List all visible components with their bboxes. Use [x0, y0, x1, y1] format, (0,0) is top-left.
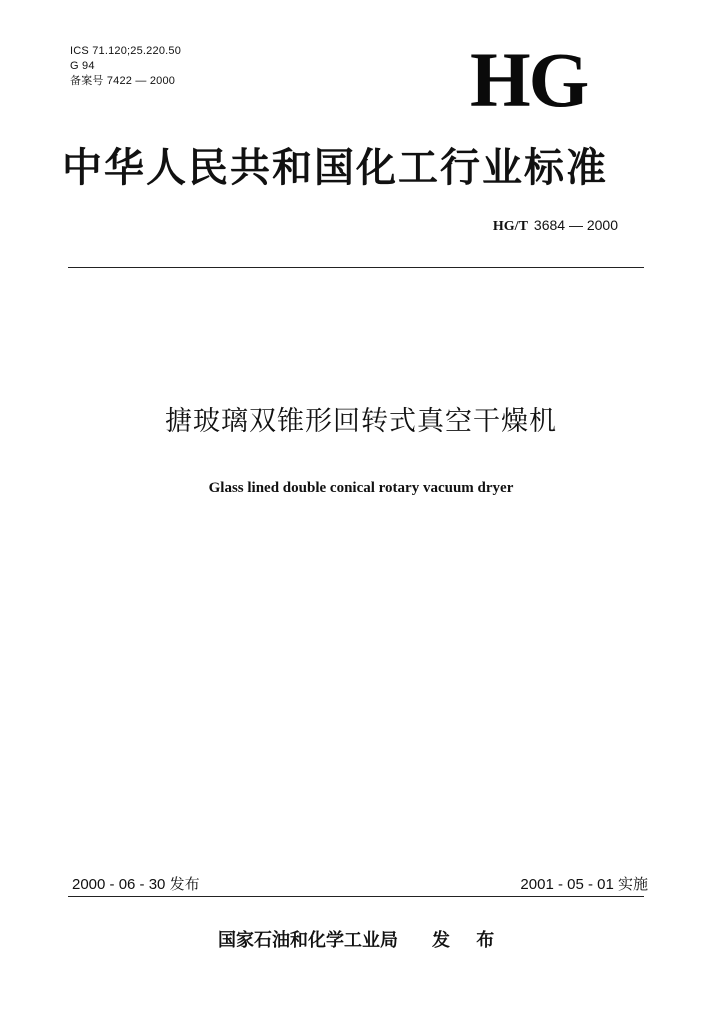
issue-date: 2000 - 06 - 30 发布 [72, 876, 200, 893]
publisher-action: 发 布 [432, 930, 505, 951]
classification-block [70, 44, 181, 89]
standard-number [493, 216, 618, 236]
publisher-name: 国家石油和化学工业局 [218, 930, 398, 951]
top-divider [68, 267, 644, 268]
publisher-line [218, 929, 504, 953]
ccs-code: G 94 [70, 60, 95, 72]
record-number: 备案号 7422 — 2000 [70, 75, 176, 87]
bottom-divider [68, 896, 644, 897]
document-title-english: Glass lined double conical rotary vacuum dryer [208, 480, 514, 496]
ics-code: ICS 71.120;25.220.50 [70, 45, 182, 57]
standard-number-value: 3684 — 2000 [533, 217, 618, 233]
issuer-title: 中华人民共和国化工行业标准 [62, 144, 608, 191]
standard-code: HG/T [492, 219, 528, 234]
hg-logo: HG [470, 36, 588, 123]
document-title-chinese: 搪玻璃双锥形回转式真空干燥机 [165, 406, 557, 437]
effective-date: 2001 - 05 - 01 实施 [520, 876, 648, 893]
